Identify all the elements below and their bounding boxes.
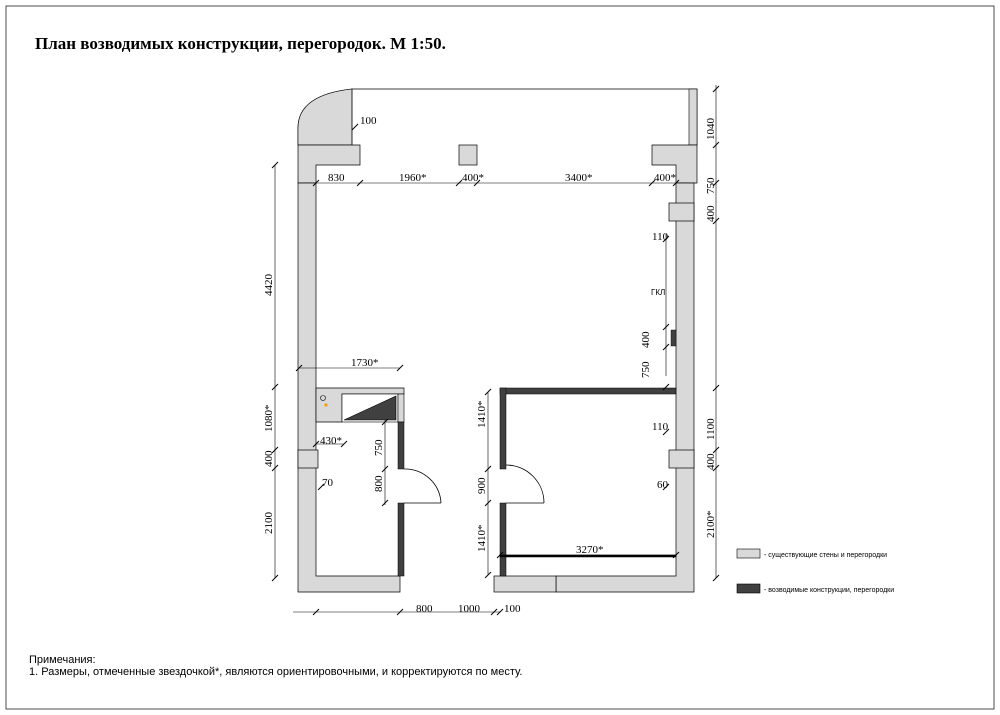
dim-in-60: 60: [657, 479, 668, 491]
new-walls: [398, 388, 676, 576]
dim-left-4420: 4420: [263, 274, 275, 296]
dim-right-750: 750: [705, 177, 717, 194]
legend-new-text: - возводимые конструкции, перегородки: [764, 587, 895, 594]
balcony-right-post: [689, 89, 697, 145]
dim-in-800: 800: [373, 475, 385, 492]
balcony-rounded-wall: [298, 89, 352, 145]
dim-top-830: 830: [328, 172, 345, 184]
dim-right-2100: 2100*: [705, 510, 717, 538]
dim-right-400b: 400: [705, 453, 717, 470]
dim-in-110b: 110: [652, 421, 669, 433]
legend-new-swatch: [737, 584, 760, 593]
dim-top-3400: 3400*: [565, 172, 593, 184]
legend-existing-text: - существующие стены и перегородки: [764, 552, 888, 559]
dim-bot-800: 800: [416, 603, 433, 615]
label-gkl: ГКЛ: [651, 288, 666, 297]
dim-bot-1000: 1000: [458, 603, 480, 615]
dim-left-2100: 2100: [263, 512, 275, 534]
dim-right-400a: 400: [705, 205, 717, 222]
bath-side: [398, 394, 404, 422]
gkl-strip: [671, 330, 676, 346]
dim-in-430: 430*: [320, 435, 342, 447]
dim-left-1080: 1080*: [263, 404, 275, 432]
notes-item-1: 1. Размеры, отмеченные звездочкой*, являются ориентировочными, и корректируются по месту.: [29, 666, 523, 678]
riser-icon: [324, 403, 327, 406]
dim-top-100: 100: [360, 115, 377, 127]
dim-right-1040: 1040: [705, 118, 717, 140]
dim-in-110a: 110: [652, 231, 669, 243]
notes-heading: Примечания:: [29, 654, 96, 666]
dim-top-400b: 400*: [654, 172, 676, 184]
dim-left-400: 400: [263, 450, 275, 467]
dim-in-3270: 3270*: [576, 544, 604, 556]
sheet-border: [6, 6, 994, 709]
drawing-title: План возводимых конструкции, перегородок. М 1:50.: [35, 34, 446, 53]
dim-in-750b: 750: [373, 439, 385, 456]
dim-in-1730: 1730*: [351, 357, 379, 369]
dim-in-900: 900: [476, 477, 488, 494]
dim-in-400: 400: [640, 331, 652, 348]
dim-right-1100: 1100: [705, 418, 717, 440]
dim-in-1410a: 1410*: [476, 400, 488, 428]
dim-in-1410b: 1410*: [476, 524, 488, 552]
doors: [404, 465, 544, 503]
dim-in-750: 750: [640, 361, 652, 378]
dim-in-70: 70: [322, 477, 333, 489]
legend-existing-swatch: [737, 549, 760, 558]
dim-top-400a: 400*: [462, 172, 484, 184]
balcony-outline: [298, 89, 697, 145]
dim-bot-100: 100: [504, 603, 521, 615]
dim-top-1960: 1960*: [399, 172, 427, 184]
